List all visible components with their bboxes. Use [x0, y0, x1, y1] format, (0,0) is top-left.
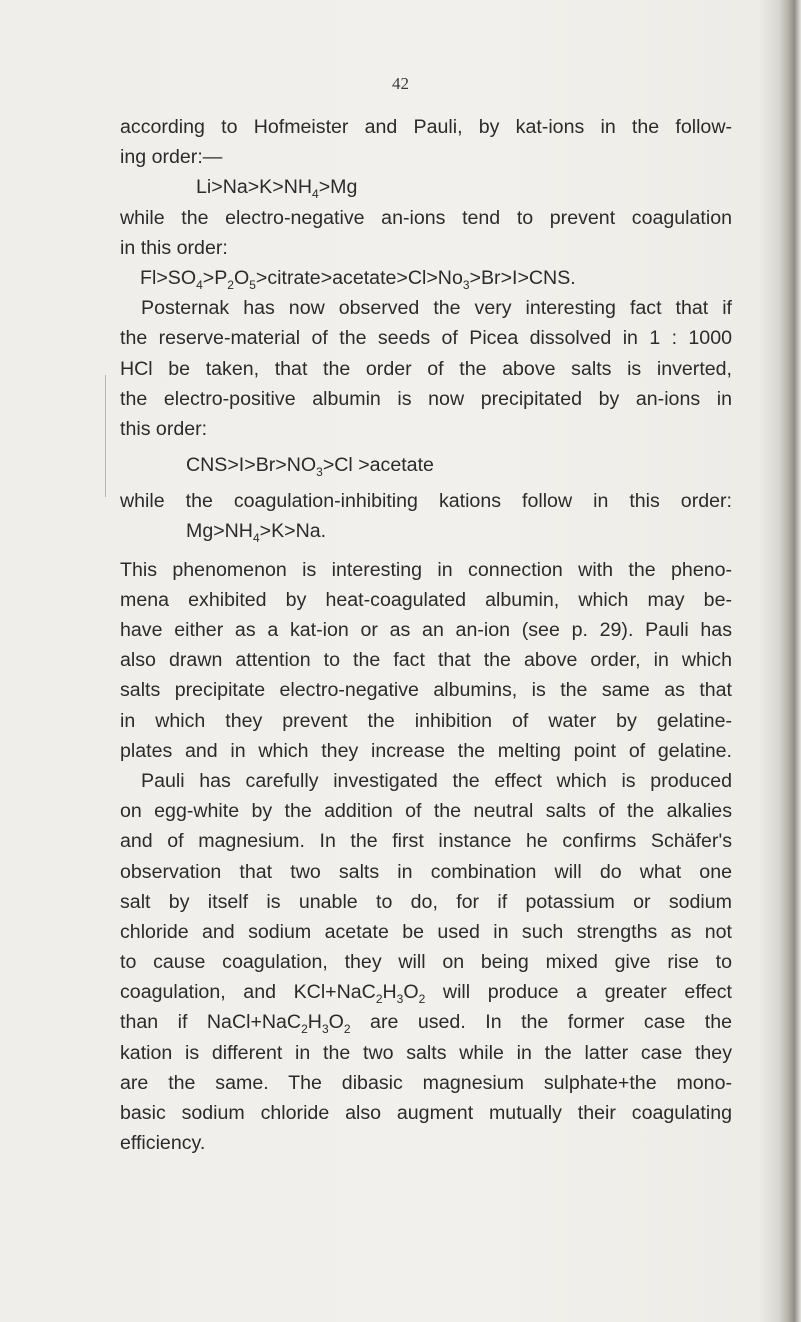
text-line: HCl be taken, that the order of the above salts is inverted,: [120, 357, 732, 380]
body-text: [120, 112, 732, 1158]
formula-part: >K>Na.: [259, 520, 327, 543]
text-line: also drawn attention to the fact that the above order, in which: [120, 649, 732, 672]
text-line: Posternak has now observed the very interesting fact that if: [141, 297, 732, 320]
text-line: this order:: [120, 417, 208, 440]
formula-subscript: 4: [312, 187, 319, 202]
text-line: Pauli has carefully investigated the effect which is produced: [141, 769, 732, 792]
formula-part: CNS>I>Br>NO: [186, 454, 317, 477]
formula-part: O: [233, 266, 250, 289]
formula-part: will produce a greater effect: [425, 981, 732, 1004]
text-line-with-formula: [120, 977, 732, 1007]
page-number: 42: [392, 74, 409, 93]
page-edge: [779, 0, 801, 1322]
inverted-anion-order-formula: [120, 450, 732, 480]
text-line: in which they prevent the inhibition of water by gelatine-: [120, 709, 732, 732]
cation-order-formula: [120, 172, 732, 202]
formula-part: coagulation, and KCl+NaC: [120, 981, 376, 1004]
text-line: in this order:: [120, 236, 228, 259]
formula-part: are used. In the former case the: [350, 1011, 733, 1034]
formula-subscript: 2: [301, 1022, 308, 1037]
formula-subscript: 5: [249, 277, 256, 292]
text-line: plates and in which they increase the melting point of gelatine.: [120, 739, 732, 762]
text-line: salt by itself is unable to do, for if potassium or sodium: [120, 890, 732, 913]
text-line: kation is different in the two salts while in the latter case they: [120, 1041, 732, 1064]
text-line: while the electro-negative an-ions tend to prevent coagulation: [120, 206, 732, 229]
text-line: efficiency.: [120, 1132, 206, 1155]
formula-part: Fl>SO: [140, 266, 197, 289]
text-line: according to Hofmeister and Pauli, by kat-ions in the follow-: [120, 116, 732, 138]
formula-part: >P: [202, 266, 228, 289]
text-line: the electro-positive albumin is now precipitated by an-ions in: [120, 387, 732, 410]
formula-part: >Cl >acetate: [322, 454, 434, 477]
formula-part: Li>Na>K>NH: [196, 176, 312, 199]
formula-subscript: 2: [375, 992, 383, 1007]
text-line: mena exhibited by heat-coagulated albumin, which may be-: [120, 588, 732, 611]
formula-subscript: 2: [227, 277, 234, 292]
text-line: and of magnesium. In the first instance he confirms Schäfer's: [120, 830, 732, 853]
text-line: while the coagulation-inhibiting kations follow in this order:: [120, 490, 732, 513]
formula-part: >Mg: [318, 176, 358, 199]
formula-subscript: 4: [252, 531, 260, 546]
anion-order-formula: [120, 263, 732, 293]
formula-part: >Br>I>CNS.: [469, 266, 576, 289]
formula-subscript: 4: [196, 277, 203, 292]
text-line: observation that two salts in combination will do what one: [120, 860, 732, 883]
formula-subscript: 3: [321, 1022, 329, 1037]
text-line: on egg-white by the addition of the neutral salts of the alkalies: [120, 800, 732, 823]
margin-mark: [105, 375, 112, 497]
text-line: are the same. The dibasic magnesium sulphate+the mono-: [120, 1071, 732, 1094]
text-line-with-formula: [120, 1007, 732, 1037]
formula-part: H: [307, 1011, 322, 1034]
formula-part: O: [403, 981, 419, 1004]
formula-part: O: [328, 1011, 344, 1034]
text-line: ing order:—: [120, 146, 223, 169]
text-line: have either as a kat-ion or as an an-ion (see p. 29). Pauli has: [120, 619, 732, 641]
text-line: chloride and sodium acetate be used in such strengths as not: [120, 920, 732, 943]
formula-part: H: [382, 981, 397, 1004]
formula-subscript: 3: [396, 992, 404, 1007]
text-line: This phenomenon is interesting in connection with the pheno-: [120, 558, 732, 581]
formula-subscript: 2: [418, 992, 426, 1007]
formula-part: Mg>NH: [186, 520, 253, 543]
formula-subscript: 2: [343, 1022, 351, 1037]
formula-part: >citrate>acetate>Cl>No: [255, 266, 463, 289]
kation-order-formula: [120, 516, 732, 546]
formula-subscript: 3: [316, 464, 323, 479]
text-line: basic sodium chloride also augment mutually their coagulating: [120, 1102, 732, 1124]
page-gutter-shadow: [759, 0, 779, 1322]
text-line: salts precipitate electro-negative albumins, is the same as that: [120, 679, 732, 702]
formula-subscript: 3: [462, 277, 470, 292]
formula-part: than if NaCl+NaC: [120, 1011, 302, 1034]
text-line: the reserve-material of the seeds of Picea dissolved in 1 : 1000: [120, 327, 732, 350]
text-line: to cause coagulation, they will on being mixed give rise to: [120, 951, 732, 974]
